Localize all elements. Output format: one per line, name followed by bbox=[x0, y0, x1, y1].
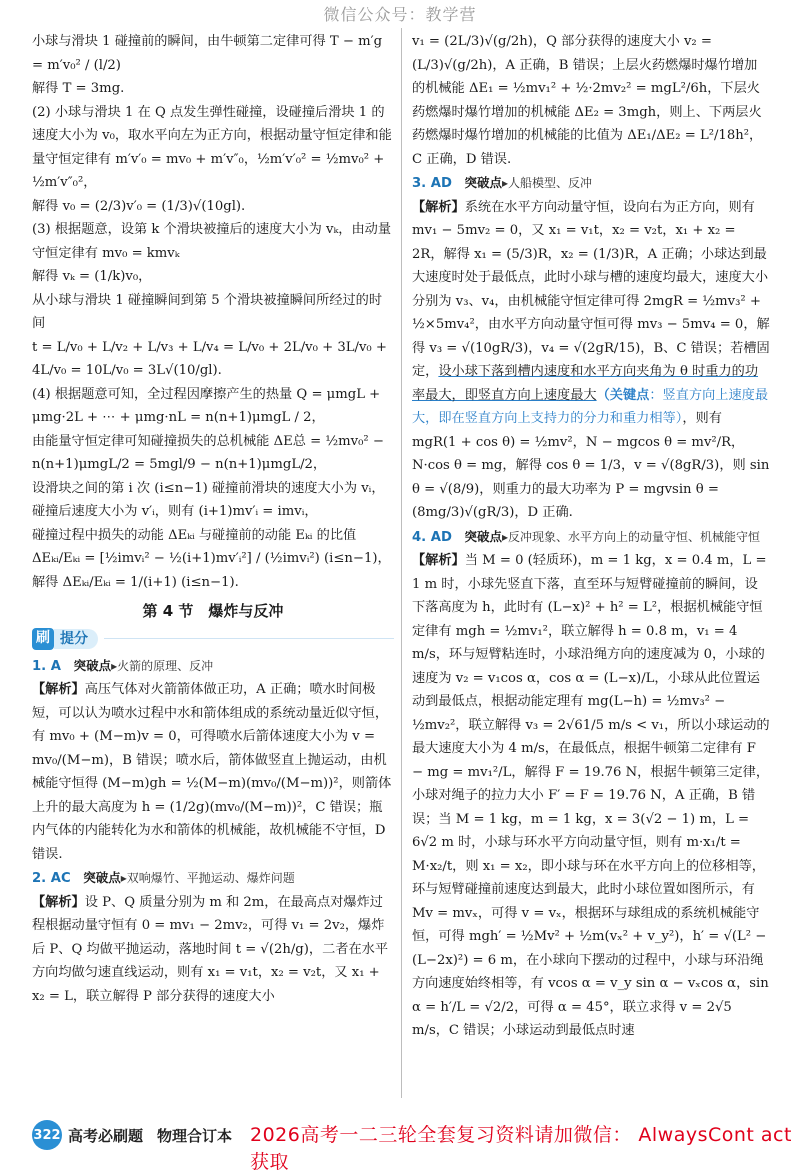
question-3-header bbox=[412, 171, 770, 196]
question-3-underlined-text: 设小球下落到槽内速度和水平方向夹角为 θ 时重力的功率最大，即竖直方向上速度最大 bbox=[412, 364, 759, 403]
tifen-badge: 提分 bbox=[54, 629, 98, 649]
question-2-analysis-text: 设 P、Q 质量分别为 m 和 2m，在最高点对爆炸过程根据动量守恒有 0 = mv₁ − 2mv₂，可得 v₁ = 2v₂，爆炸后 P、Q 均做平抛运动，落地时间 t = √(2h/g)，二者在水平方向均做匀速直线运动，则有 x₁ = v₁t，x₂ = v₂t，又 x₁ + x₂ = L，联立解得 P 部分获得的速度大小 bbox=[32, 894, 389, 1004]
question-1-number: 1. A bbox=[32, 658, 61, 674]
question-3-keypoint-label: （关键点 bbox=[596, 387, 650, 403]
left-line-5: (3) 根据题意，设第 k 个滑块被撞后的速度大小为 vₖ，由动量守恒定律有 mv₀ = kmvₖ bbox=[32, 222, 392, 261]
left-line-6: 解得 vₖ = (1/k)v₀， bbox=[32, 269, 152, 284]
column-divider bbox=[401, 28, 402, 1098]
question-3-tupo: 突破点 bbox=[464, 175, 503, 190]
question-4-analysis-label: 【解析】 bbox=[412, 553, 465, 568]
right-column bbox=[412, 30, 770, 1043]
book-title: 高考必刷题 bbox=[68, 1126, 144, 1145]
question-2-number: 2. AC bbox=[32, 871, 71, 886]
question-2-analysis-label: 【解析】 bbox=[32, 894, 85, 910]
left-line-1: 小球与滑块 1 碰撞前的瞬间，由牛顿第二定律可得 T − m′g = m′v₀² / (l/2) bbox=[32, 34, 383, 73]
watermark-top: 微信公众号：教学营 bbox=[323, 5, 477, 24]
left-column bbox=[32, 30, 394, 1008]
question-1-header bbox=[32, 654, 394, 679]
page-footer bbox=[32, 1120, 232, 1150]
left-line-12: 碰撞过程中损失的动能 ΔEₖᵢ 与碰撞前的动能 Eₖᵢ 的比值 ΔEₖᵢ/Eₖᵢ = [½imvᵢ² − ½(i+1)mv′ᵢ²] / (½imvᵢ²) (i≤n−1)， bbox=[32, 527, 391, 566]
question-2-tag: ▸双响爆竹、平抛运动、爆炸问题 bbox=[120, 871, 295, 885]
left-line-7: 从小球与滑块 1 碰撞瞬间到第 5 个滑块被撞瞬间所经过的时间 bbox=[32, 292, 383, 331]
question-3-analysis bbox=[412, 196, 770, 525]
tifen-badge-row bbox=[32, 628, 394, 650]
left-line-9: (4) 根据题意可知，全过程因摩擦产生的热量 Q = μmgL + μmg·2L + ⋯ + μmg·nL = n(n+1)μmgL / 2， bbox=[32, 386, 381, 425]
left-line-11: 设滑块之间的第 i 次 (i≤n−1) 碰撞前滑块的速度大小为 vᵢ，碰撞后速度大小为 v′ᵢ，则有 (i+1)mv′ᵢ = imvᵢ， bbox=[32, 480, 385, 519]
book-edition: 物理合订本 bbox=[157, 1126, 233, 1145]
question-2-tupo: 突破点 bbox=[83, 870, 121, 885]
question-2-header bbox=[32, 866, 394, 891]
question-3-tag: ▸人船模型、反冲 bbox=[502, 176, 593, 190]
left-line-10: 由能量守恒定律可知碰撞损失的总机械能 ΔE总 = ½mv₀² − n(n+1)μmgL/2 = 5mgl/9 − n(n+1)μmgL/2， bbox=[32, 433, 384, 472]
question-4-header bbox=[412, 525, 770, 550]
question-1-analysis bbox=[32, 678, 394, 866]
question-1-analysis-label: 【解析】 bbox=[32, 682, 85, 697]
question-1-analysis-text: 高压气体对火箭箭体做正功，A 正确；喷水时间极短，可以认为喷水过程中水和箭体组成的系统动量近似守恒，有 mv₀ + (M−m)v = 0，可得喷水后箭体速度大小为 v = mv₀/(M−m)，B 错误；喷水后，箭体做竖直上抛运动，由机械能守恒得 (M−m)gh = ½(M−m)(mv₀/(M−m))²，则箭体上升的最大高度为 h = (1/2g)(mv₀/(M−m))²，C 错误；瓶内气体的内能转化为水和箭体的机械能，故机械能不守恒，D 错误. bbox=[32, 682, 392, 862]
question-4-analysis-text: 当 M = 0 (轻质环)，m = 1 kg，x = 0.4 m，L = 1 m 时，小球先竖直下落，直至环与短臂碰撞前的瞬间，设下落高度为 h，此时有 (L−x)² + h² = L²，根据机械能守恒定律有 mgh = ½mv₁²，联立解得 h = 0.8 m，v₁ = 4 m/s，环与短臂粘连时，小球沿绳方向的速度减为 0，小球的速度为 v₂ = v₁cos α，cos α = (L−x)/L，小球从此位置运动到最低点，根据动能定理有 mg(L−h) = ½mv₃² − ½mv₂²，联立解得 v₃ = 2√61/5 m/s < v₁，所以小球运动的最大速度大小为 4 m/s，在最低点，根据牛顿第二定律有 F − mg = mv₁²/L，解得 F = 19.76 N，根据牛顿第三定律，小球对绳子的拉力大小 F′ = F = 19.76 N，A 正确，B 错误；当 M = 1 kg，m = 1 kg，x = 3(√2 − 1) m，L = 6√2 m 时，小球与环水平方向动量守恒，则有 m·x₁/t = M·x₂/t，则 x₁ = x₂，即小球与环在水平方向上的位移相等，环与短臂碰撞前速度达到最大，此时小球位置如图所示，有 Mv = mvₓ，可得 v = vₓ，根据环与球组成的系统机械能守恒，可得 mgh′ = ½Mv² + ½m(vₓ² + v_y²)，h′ = √(L² − (L−2x)²) = 6 m，在小球向下摆动的过程中，小球与环沿绳方向速度始终相等，有 vcos α = v_y sin α − vₓcos α，sin α = h′/L = √2/2，可得 α = 45°，联立求得 v = 2√5 m/s，C 错误；小球运动到最低点时速 bbox=[412, 553, 770, 1038]
left-line-2: 解得 T = 3mg. bbox=[32, 81, 125, 96]
promo-banner: 2026高考一二三轮全套复习资料请加微信： AlwaysCont act 获取 bbox=[250, 1124, 792, 1173]
left-line-13: 解得 ΔEₖᵢ/Eₖᵢ = 1/(i+1) (i≤n−1). bbox=[32, 574, 239, 590]
question-3-analysis-label: 【解析】 bbox=[412, 199, 465, 215]
badge-rule bbox=[104, 638, 394, 639]
left-line-3: (2) 小球与滑块 1 在 Q 点发生弹性碰撞，设碰撞后滑块 1 的速度大小为 v₀，取水平向左为正方向，根据动量守恒定律和能量守恒定律有 m′v′₀ = mv₀ + m′v″₀，½m′v′₀² = ½mv₀² + ½m′v″₀²， bbox=[32, 104, 392, 190]
question-2-continued: v₁ = (2L/3)√(g/2h)，Q 部分获得的速度大小 v₂ = (L/3)√(g/2h)，A 正确，B 错误；上层火药燃爆时爆竹增加的机械能 ΔE₁ = ½mv₁² + ½·2mv₂² = mgL²/6h，下层火药燃爆时爆竹增加的机械能 ΔE₂ = 3mgh，则上、下两层火药燃爆时爆竹增加的机械能的比值为 ΔE₁/ΔE₂ = L²/18h²，C 正确，D 错误. bbox=[412, 34, 763, 167]
question-1-tag: ▸火箭的原理、反冲 bbox=[111, 658, 214, 673]
question-4-number: 4. AD bbox=[412, 529, 452, 545]
question-4-analysis bbox=[412, 549, 770, 1043]
question-3-text-a: 系统在水平方向动量守恒，设向右为正方向，则有 mv₁ − 5mv₂ = 0，又 x₁ = v₁t，x₂ = v₂t，x₁ + x₂ = 2R，解得 x₁ = (5/3)R，x₂ = (1/3)R，A 正确；小球达到最大速度时处于最低点，此时小球与槽的速度均最大，速度大小分别为 v₃、v₄，由机械能守恒定律可得 2mgR = ½mv₃² + ½×5mv₄²，由水平方向动量守恒可得 mv₃ − 5mv₄ = 0，解得 v₃ = √(10gR/3)，v₄ = √(2gR/15)，B、C 错误；若槽固定， bbox=[412, 199, 770, 379]
question-2-analysis bbox=[32, 891, 394, 1009]
page-number: 322 bbox=[32, 1120, 62, 1150]
question-3-text-b: ，则有 mgR(1 + cos θ) = ½mv²，N − mgcos θ = mv²/R，N·cos θ = mg，解得 cos θ = 1/3，v = √(8gR/3)，则 sin θ = √(8/9)，则重力的最大功率为 P = mgvsin θ = (8mg/3)√(gR/3)，D 正确. bbox=[412, 411, 770, 520]
section-title: 第 4 节 爆炸与反冲 bbox=[142, 602, 284, 620]
question-4-tag: ▸反冲现象、水平方向上的动量守恒、机械能守恒 bbox=[502, 529, 761, 544]
question-3-keypoint-text: ：竖直方向上速度最大，即在竖直方向上支持力的分力和重力相等） bbox=[412, 387, 769, 426]
question-3-number: 3. AD bbox=[412, 176, 452, 191]
left-line-8: t = L/v₀ + L/v₂ + L/v₃ + L/v₄ = L/v₀ + 2L/v₀ + 3L/v₀ + 4L/v₀ = 10L/v₀ = 3L√(10/gl). bbox=[32, 339, 387, 378]
left-line-4: 解得 v₀ = (2/3)v′₀ = (1/3)√(10gl). bbox=[32, 198, 246, 214]
question-4-tupo: 突破点 bbox=[464, 528, 503, 544]
question-1-tupo: 突破点 bbox=[73, 657, 112, 673]
shua-badge: 刷 bbox=[32, 628, 54, 650]
